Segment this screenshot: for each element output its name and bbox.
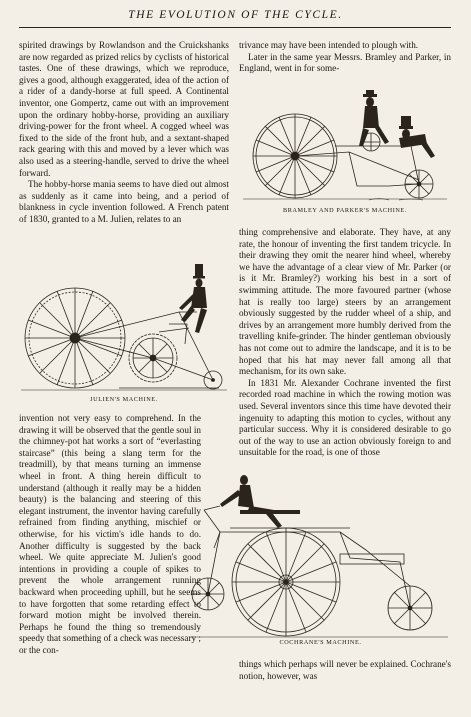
page-title: THE EVOLUTION OF THE CYCLE. [128,9,343,21]
paragraph-tandem: thing comprehensive and elaborate. They have, at any rate, the honour of inventing the first tandem tricycle. In their drawing they omit the nearer hind wheel, whereby we have the advantage of a clear view of Mr. Parker (or is it Mr. Bramley?) working his best in a sort of swimming attitude. The more favoured partner (whose hat is really too large) steers by an arrangement obviously suggested by the rudder wheel of a ship, and drives by an arrangement more humbly derived from the travelling knife-grinder. The hinder gentleman obviously has not come out to admire the landscape, and it is to be hoped that his hat may never fall among all that mechanism, for its own sake. [239,227,451,377]
cochrane-caption: COCHRANE'S MACHINE. [279,639,362,646]
paragraph-plough: trivance may have been intended to plough with. [239,40,419,50]
paragraph-cochrane: In 1831 Mr. Alexander Cochrane invented the first recorded road machine in which the rowing motion was used. Several inventors since this time have devoted their ingenuity to adapting this motion to cycles, without any particular success. Why it is considered desirable to go out of the way to use an action obviously foreign to and unsuitable for the road, is one of those [239,377,451,458]
cochrane-figure [190,470,451,652]
right-column-middle [239,227,451,458]
cochrane-illustration [190,470,451,640]
bramley-parker-caption: BRAMLEY AND PARKER'S MACHINE. [283,207,407,214]
right-column-top [239,40,451,88]
julien-caption: JULIEN'S MACHINE. [90,396,158,403]
bramley-parker-illustration [239,90,451,206]
paragraph-cochrane-notion: things which perhaps will never be explained. Cochrane's notion, however, was [239,659,451,681]
left-column-top [19,40,229,258]
paragraph-hobby-horse-mania: The hobby-horse mania seems to have died out almost as suddenly as it came into being, and a period of blankness in cycle invention followed. A French patent of 1830, granted to a M. Julien, relates to an [19,179,229,224]
bramley-parker-figure [239,90,451,220]
julien-figure [19,262,229,406]
paragraph-rowlandson: spirited drawings by Rowlandson and the Cruickshanks are now regarded as prized relics by cyclists of historical tastes. One of these drawings, which we reproduce, gives a good, although exaggerated, idea of the action of a rider of a dandy-horse at full speed. A Continental inventor, one Gompertz, came out with an improvement upon the ordinary hobby-horse, providing an auxiliary driving-power for the front wheel. A cogged wheel was fixed to the side of the front hub, and a sextant-shaped rack gearing with this and moved by a lever which was also used as a steering-handle, served to drive the wheel forward. [19,40,229,178]
page-header [0,0,471,32]
paragraph-bramley-intro: Later in the same year Messrs. Bramley and Parker, in England, went in for some- [239,51,451,74]
right-column-bottom [239,659,451,685]
header-rule [19,27,451,28]
julien-illustration [19,262,229,394]
paragraph-julien-description: invention not very easy to comprehend. In the drawing it will be observed that the gentle soul in the chimney-pot hat works a sort of “everlasting staircase” (this being a slang term for the treadmill), by that means turning an immense wheel in front. A thing herein difficult to understand (although it really may be a hidden beauty) is the balancing and steering of this elegant instrument, the inventor having carefully refrained from finding anything, mischief or otherwise, for his victim's idle hands to do. Another difficulty is suggested by the back wheel. We quite appreciate M. Julien's good intentions in providing a couple of spikes to prevent the whole arrangement running backward when proceeding uphill, but he seems to have forgotten that some retarding effect to forward motion might be involved therein. Perhaps he found the thing so tremendously speedy that something of a check was necessary ; or the con- [19,413,201,655]
